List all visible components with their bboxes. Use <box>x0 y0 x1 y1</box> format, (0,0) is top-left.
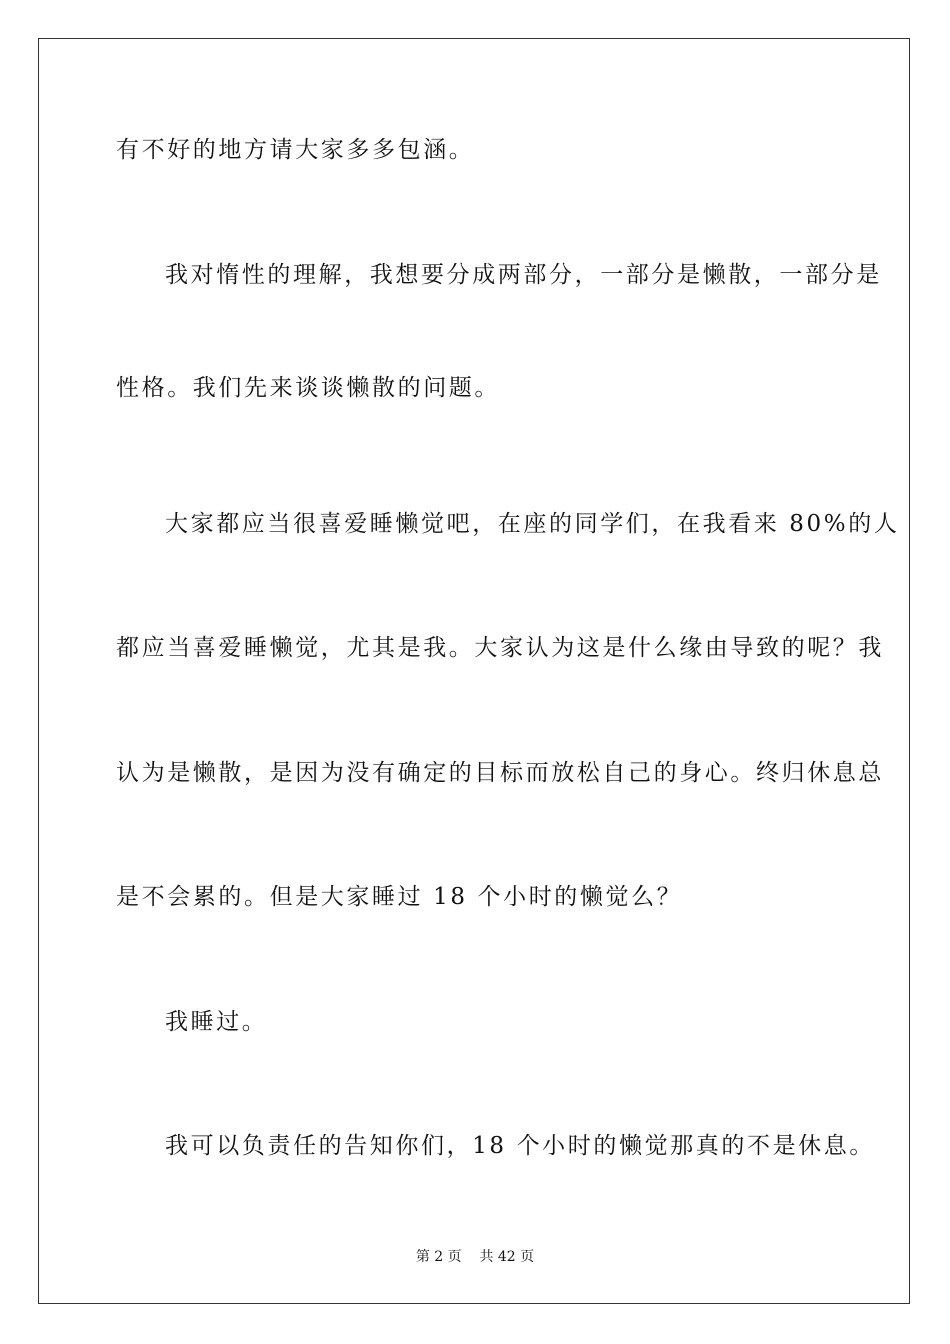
text-line-3: 性格。我们先来谈谈懒散的问题。 <box>116 375 500 401</box>
text-line-6: 认为是懒散，是因为没有确定的目标而放松自己的身心。终归休息总 <box>116 760 884 786</box>
footer-gap <box>462 1249 480 1265</box>
text-line-9: 我可以负责任的告知你们，18 个小时的懒觉那真的不是休息。 <box>165 1133 875 1159</box>
text-line-4: 大家都应当很喜爱睡懒觉吧，在座的同学们，在我看来 80%的人 <box>165 511 900 537</box>
text-line-1: 有不好的地方请大家多多包涵。 <box>116 137 475 163</box>
page-footer <box>0 1248 950 1266</box>
text-line-2: 我对惰性的理解，我想要分成两部分，一部分是懒散，一部分是 <box>165 262 882 288</box>
text-line-8: 我睡过。 <box>165 1009 268 1035</box>
text-line-7: 是不会累的。但是大家睡过 18 个小时的懒觉么？ <box>116 884 683 910</box>
text-line-5: 都应当喜爱睡懒觉，尤其是我。大家认为这是什么缘由导致的呢？我 <box>116 635 884 661</box>
page-number: 第 2 页 <box>415 1249 462 1265</box>
page-border <box>38 38 910 1304</box>
total-pages: 共 42 页 <box>479 1249 535 1265</box>
